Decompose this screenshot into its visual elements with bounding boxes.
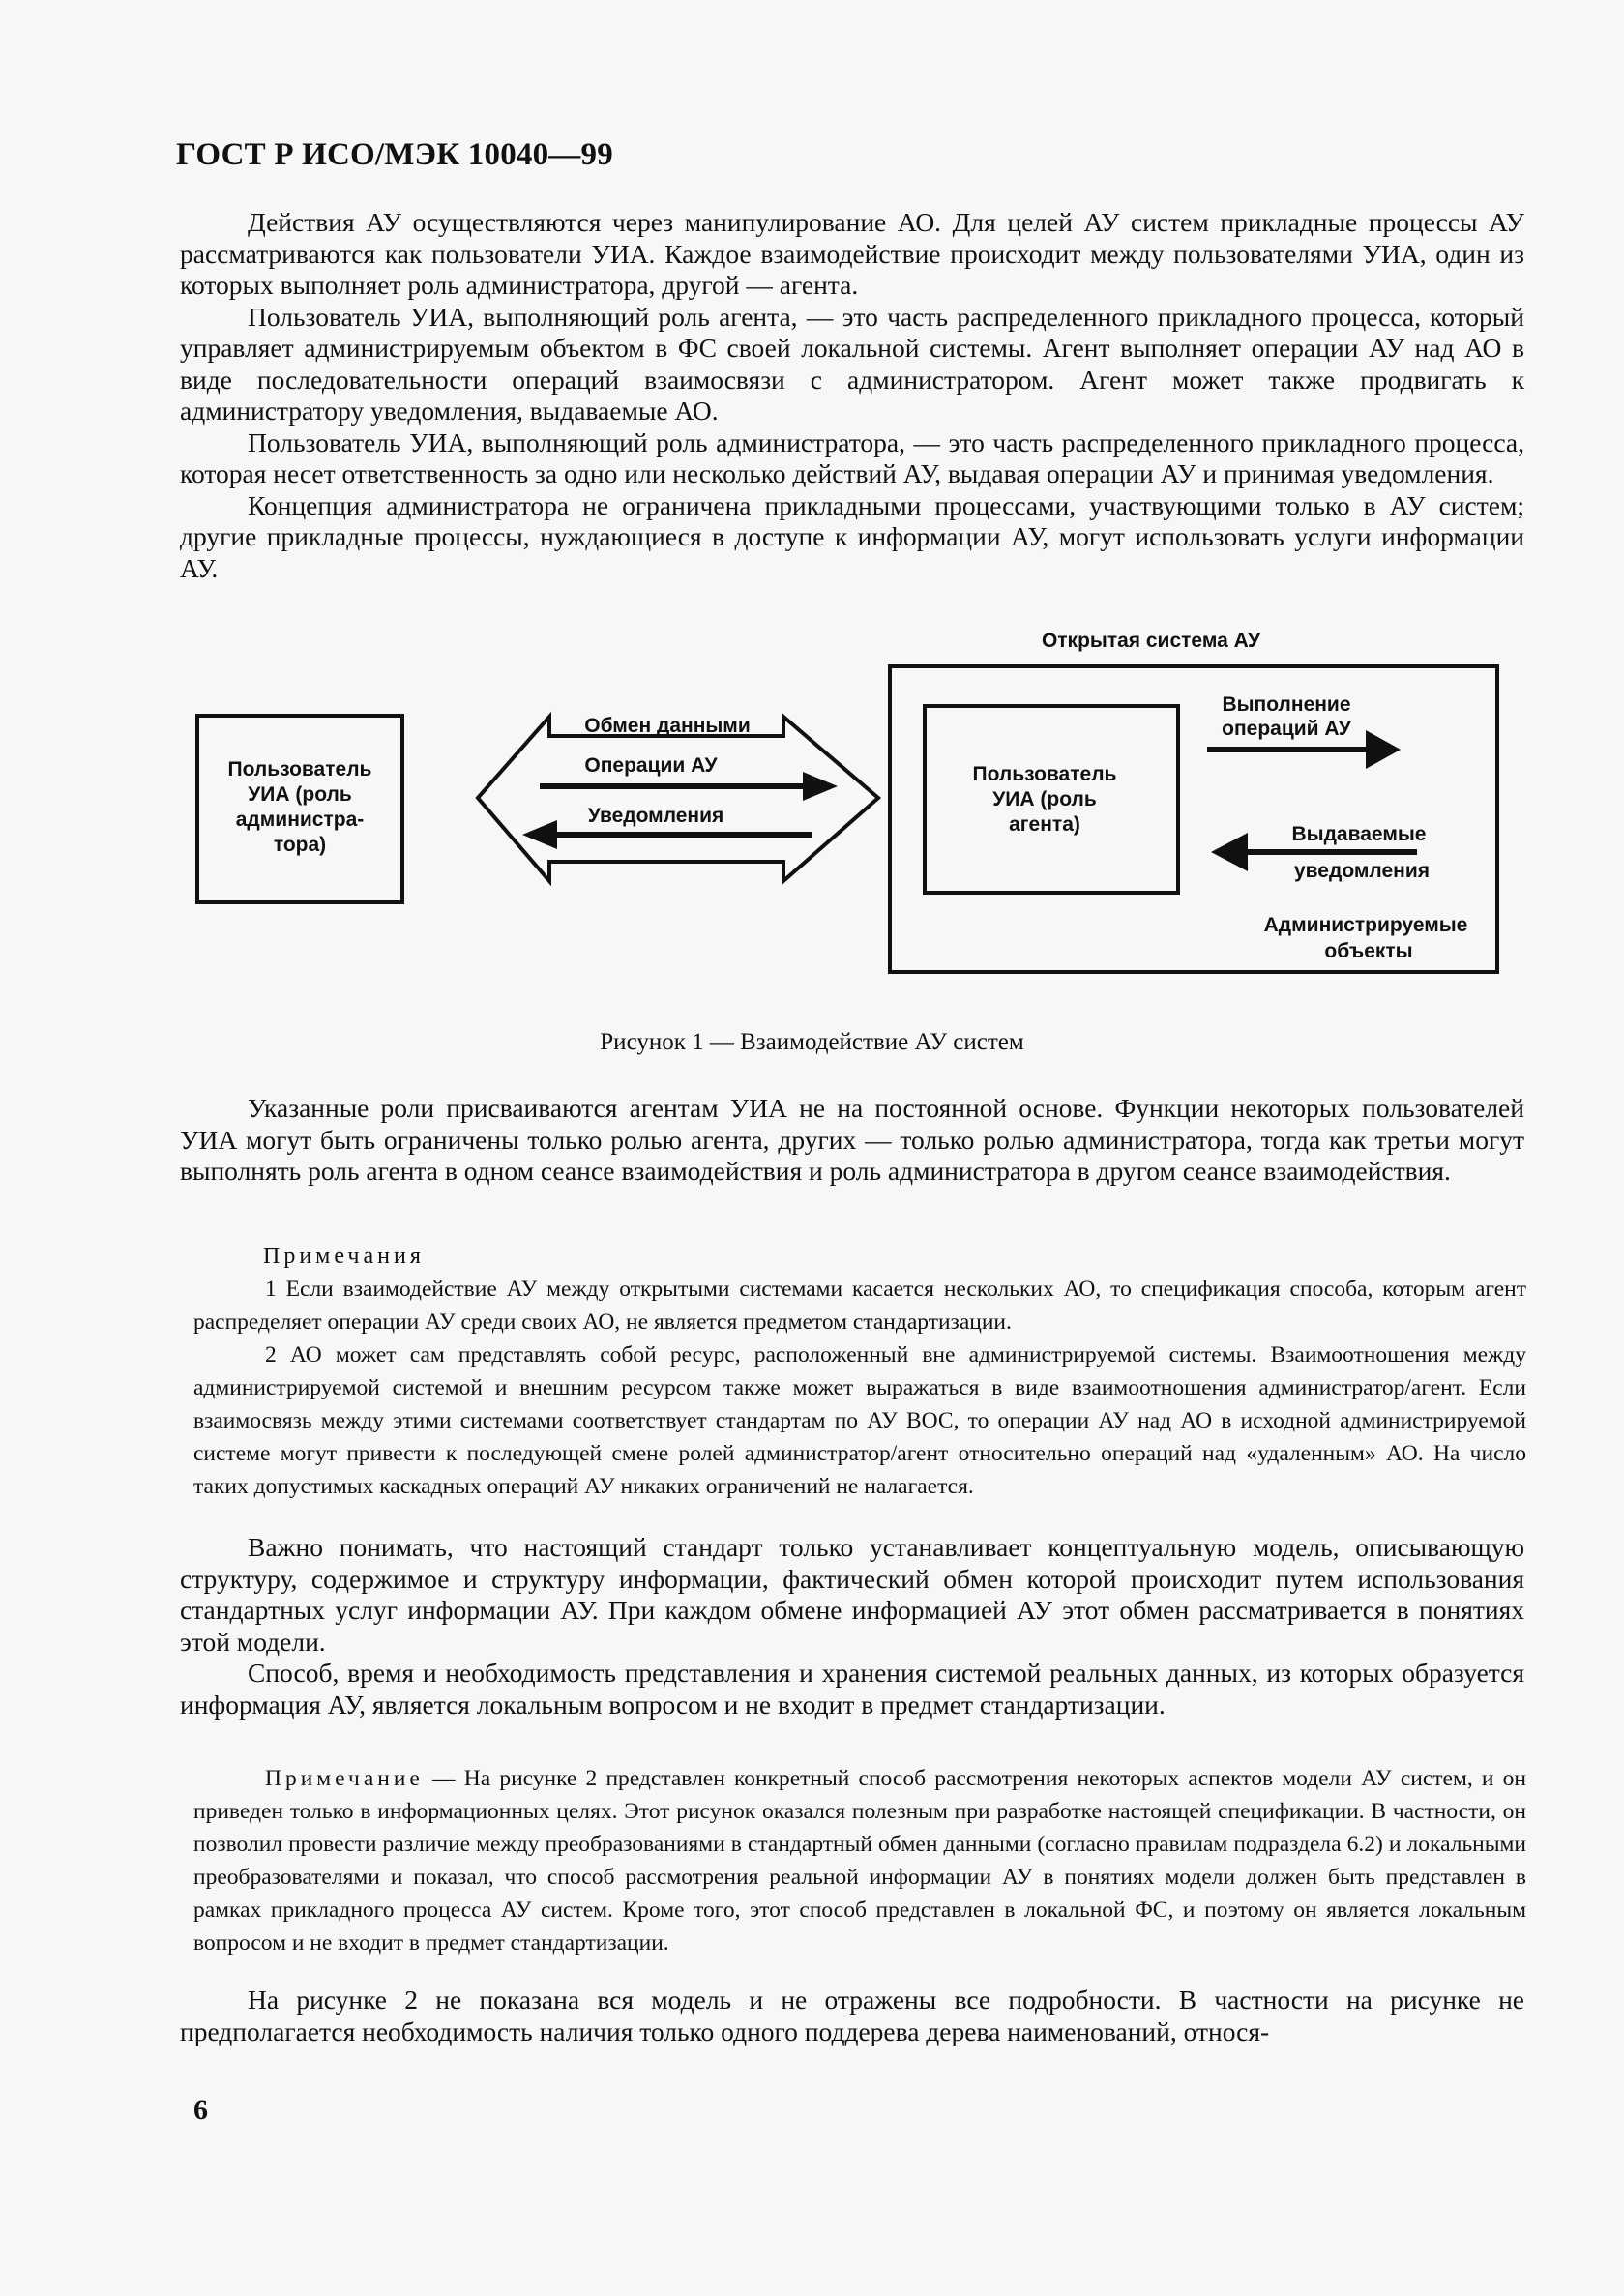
roles-section: [180, 1093, 1524, 1188]
concept-section: [180, 1532, 1524, 1721]
notes-section: [193, 1240, 1526, 1503]
issued-notifications-line-2: уведомления: [1294, 860, 1430, 882]
manager-box-line-3: администра-: [235, 809, 365, 831]
intro-paragraph-3: Пользователь УИА, выполняющий роль администратора, — это часть распределенного прикладного процесса, которая несет ответственность за одно или несколько действий АУ, выдавая операции АУ и принимая уведомления.: [180, 427, 1524, 488]
notes-heading: Примечания: [263, 1244, 425, 1269]
concept-paragraph-1: Важно понимать, что настоящий стандарт только устанавливает концептуальную модель, описывающую структуру, содержимое и структуру информации, фактический обмен которой происходит путем использования стандартных услуг информации АУ. При каждом обмене информацией АУ этот обмен рассматривается в понятиях этой модели.: [180, 1532, 1524, 1657]
document-header: ГОСТ Р ИСО/МЭК 10040—99: [176, 137, 613, 172]
manager-box-line-2: УИА (роль: [248, 783, 352, 806]
perform-arrow-head: [1366, 730, 1401, 769]
agent-box-line-3: агента): [1009, 813, 1080, 836]
figure-1-caption: Рисунок 1 — Взаимодействие АУ систем: [600, 1029, 1024, 1055]
roles-paragraph: Указанные роли присваиваются агентам УИА не на постоянной основе. Функции некоторых пользователей УИА могут быть ограничены только ролью агента, других — только ролью администратора, тогда как третьи могут выполнять роль агента в одном сеансе взаимодействия и роль администратора в другом сеансе взаимодействия.: [180, 1093, 1524, 1186]
open-system-title: Открытая система АУ: [1041, 630, 1261, 652]
figure-1: [184, 624, 1557, 991]
agent-box-line-1: Пользователь: [972, 763, 1117, 785]
note-2-text: — На рисунке 2 представлен конкретный способ рассмотрения некоторых аспектов модели АУ систем, и он приведен только в информационных целях. Этот рисунок оказался полезным при разработке настоящей спецификации. В частности, он позволил провести различие между преобразованиями в стандартный обмен данными (согласно правилам подраздела 6.2) и локальными преобразователями и показал, что способ рассмотрения реальной информации АУ в понятиях модели должен быть представлен в рамках прикладного процесса АУ систем. Кроме того, этот способ представлен в локальной ФС, и поэтому он является локальным вопросом и не входит в предмет стандартизации.: [193, 1766, 1526, 1956]
note-2-label: Примечание: [265, 1766, 424, 1791]
issued-arrow-head: [1211, 833, 1248, 871]
figure-1-diagram: [184, 624, 1557, 991]
exchange-label: Обмен данными: [584, 715, 751, 737]
closing-section: [180, 1985, 1524, 2047]
notifications-label: Уведомления: [587, 805, 724, 827]
page-number: 6: [193, 2094, 208, 2126]
note-2-paragraph: [193, 1762, 1526, 1959]
intro-section: [180, 207, 1524, 584]
issued-notifications-line-1: Выдаваемые: [1291, 823, 1427, 845]
perform-operations-line-1: Выполнение: [1222, 693, 1351, 716]
closing-paragraph: На рисунке 2 не показана вся модель и не отражены все подробности. В частности на рисунке не предполагается необходимость наличия только одного поддерева дерева наименований, относя-: [180, 1985, 1524, 2046]
manager-box-line-4: тора): [273, 834, 327, 856]
perform-operations-line-2: операций АУ: [1222, 718, 1351, 740]
note-2-section: [193, 1762, 1526, 1959]
note-1: 1 Если взаимодействие АУ между открытыми системами касается нескольких АО, то спецификация способа, которым агент распределяет операции АУ среди своих АО, не является предметом стандартизации.: [193, 1277, 1526, 1335]
note-2: 2 АО может сам представлять собой ресурс, расположенный вне администрируемой системы. Взаимоотношения между администрируемой системой и внешним ресурсом также может выражаться в виде взаимоотношения администратор/агент. Если взаимосвязь между этими системами соответствует стандартам по АУ ВОС, то операции АУ над АО в исходной администрируемой системе могут привести к последующей смене ролей администратор/агент относительно операций над «удаленным» АО. На число таких допустимых каскадных операций АУ никаких ограничений не налагается.: [193, 1342, 1526, 1499]
intro-paragraph-4: Концепция администратора не ограничена прикладными процессами, участвующими только в АУ систем; другие прикладные процессы, нуждающиеся в доступе к информации АУ, могут использовать услуги информации АУ.: [180, 489, 1524, 583]
data-exchange-double-arrow: [478, 717, 878, 881]
managed-objects-line-1: Администрируемые: [1263, 914, 1468, 936]
notifications-arrow-head: [522, 820, 557, 849]
operations-label: Операции АУ: [584, 754, 718, 777]
managed-objects-line-2: объекты: [1324, 940, 1413, 962]
manager-box-line-1: Пользователь: [227, 758, 372, 780]
operations-arrow-head: [803, 772, 838, 801]
agent-box-line-2: УИА (роль: [992, 788, 1097, 810]
intro-paragraph-2: Пользователь УИА, выполняющий роль агента, — это часть распределенного прикладного процесса, который управляет администрируемым объектом в ФС своей локальной системы. Агент выполняет операции АУ над АО в виде последовательности операций взаимосвязи с администратором. Агент может также продвигать к администратору уведомления, выдаваемые АО.: [180, 301, 1524, 426]
concept-paragraph-2: Способ, время и необходимость представления и хранения системой реальных данных, из которых образуется информация АУ, является локальным вопросом и не входит в предмет стандартизации.: [180, 1658, 1524, 1720]
intro-paragraph-1: Действия АУ осуществляются через манипулирование АО. Для целей АУ систем прикладные процессы АУ рассматриваются как пользователи УИА. Каждое взаимодействие происходит между пользователями УИА, один из которых выполняет роль администратора, другой — агента.: [180, 207, 1524, 300]
